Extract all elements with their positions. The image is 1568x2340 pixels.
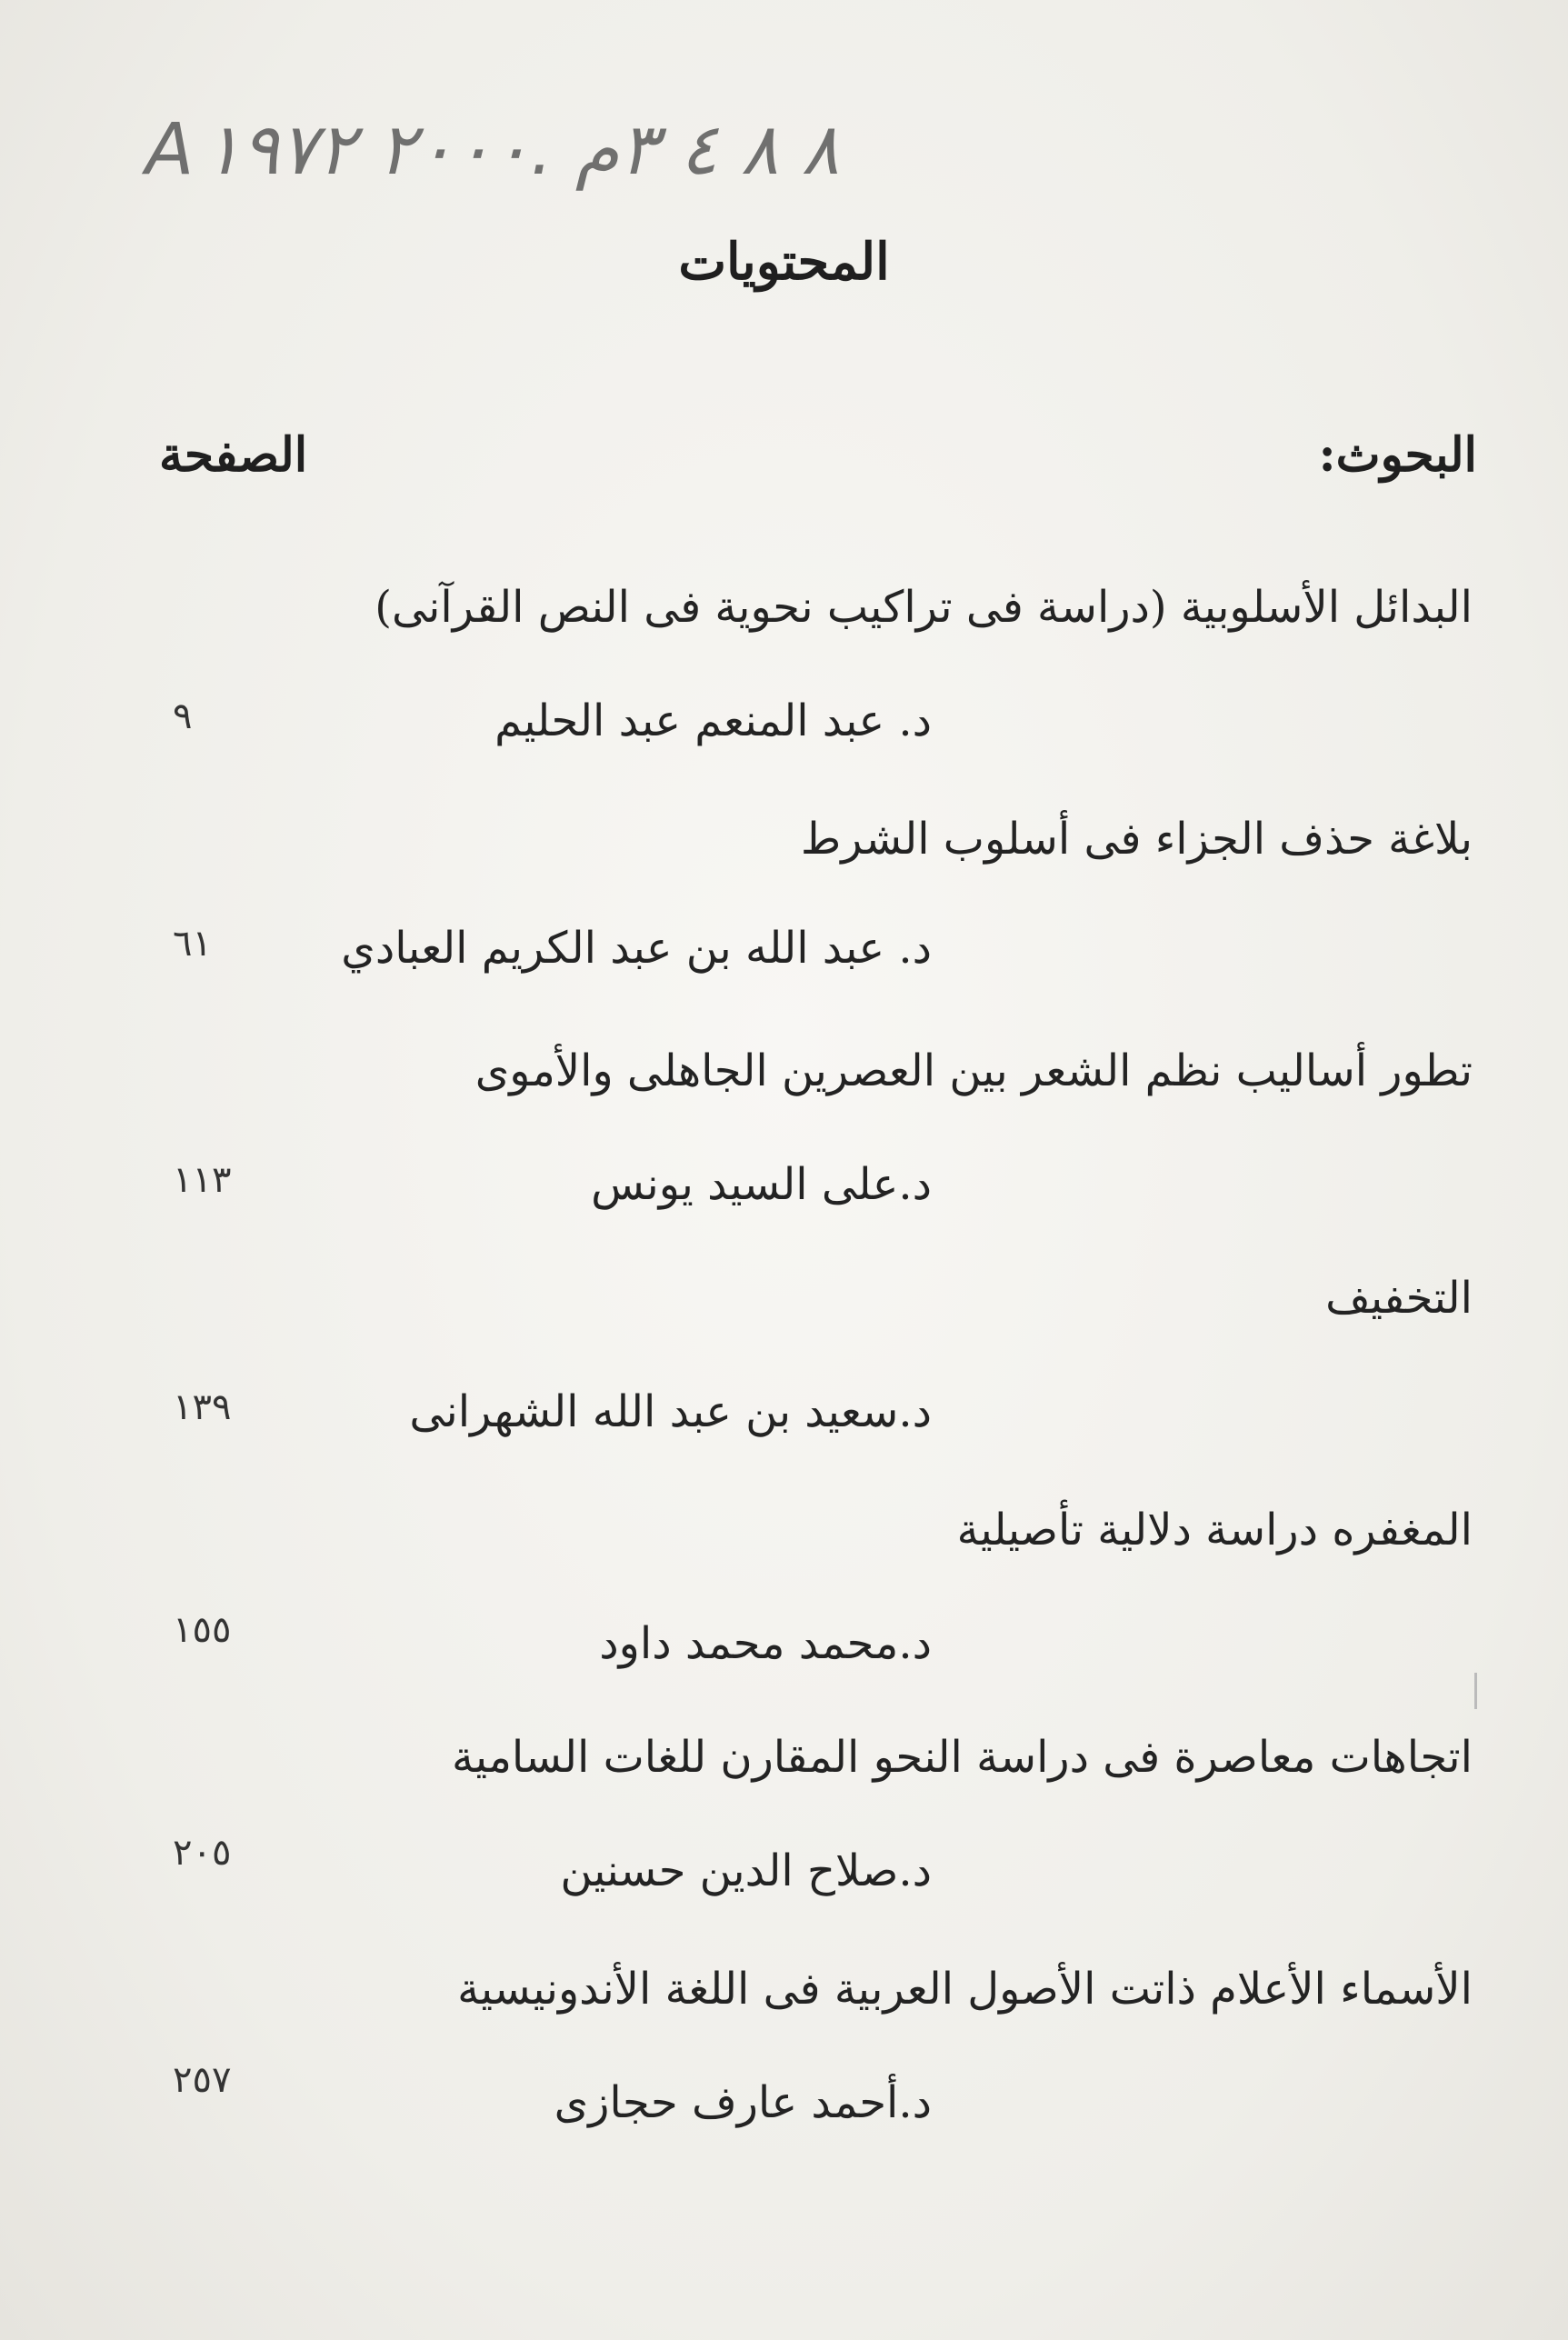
- page-title: المحتويات: [678, 232, 890, 292]
- toc-entry-page: ١٥٥: [173, 1609, 232, 1651]
- toc-entry-author: د.صلاح الدين حسنين: [560, 1845, 932, 1896]
- toc-entry-title: تطور أساليب نظم الشعر بين العصرين الجاهلى والأموى: [474, 1045, 1473, 1096]
- toc-entry-title: بلاغة حذف الجزاء فى أسلوب الشرط: [800, 814, 1473, 865]
- toc-entry-page: ١١٣: [173, 1159, 232, 1201]
- toc-entry-page: ١٣٩: [173, 1386, 232, 1428]
- toc-entry-author: د.سعيد بن عبد الله الشهرانى: [409, 1386, 932, 1437]
- scan-edge-mark: [1474, 1673, 1477, 1709]
- toc-entry-author: د.أحمد عارف حجازى: [554, 2077, 932, 2128]
- toc-entry-author: د. عبد الله بن عبد الكريم العبادي: [341, 923, 932, 974]
- toc-entry-page: ٩: [173, 695, 193, 737]
- toc-entry-title: المغفره دراسة دلالية تأصيلية: [956, 1505, 1473, 1555]
- toc-entry-author: د.محمد محمد داود: [599, 1618, 932, 1669]
- toc-entry-author: د. عبد المنعم عبد الحليم: [494, 695, 932, 746]
- toc-entry-title: البدائل الأسلوبية (دراسة فى تراكيب نحوية فى النص القرآنى): [375, 582, 1473, 633]
- toc-entry-title: التخفيف: [1325, 1273, 1473, 1324]
- toc-entry-page: ٢٠٥: [173, 1832, 232, 1874]
- handwritten-note: A٨ ٨ ٤ ٣م .٢٠٠٠ ١٩٧٢: [145, 109, 840, 191]
- toc-entry-page: ٦١: [173, 923, 212, 965]
- page-column-header: الصفحة: [159, 427, 308, 483]
- toc-entry-page: ٢٥٧: [173, 2059, 232, 2101]
- toc-entry-title: الأسماء الأعلام ذاتت الأصول العربية فى اللغة الأندونيسية: [457, 1964, 1473, 2015]
- research-header: البحوث:: [1318, 427, 1477, 483]
- toc-entry-title: اتجاهات معاصرة فى دراسة النحو المقارن للغات السامية: [451, 1732, 1473, 1783]
- toc-entry-author: د.على السيد يونس: [591, 1159, 932, 1210]
